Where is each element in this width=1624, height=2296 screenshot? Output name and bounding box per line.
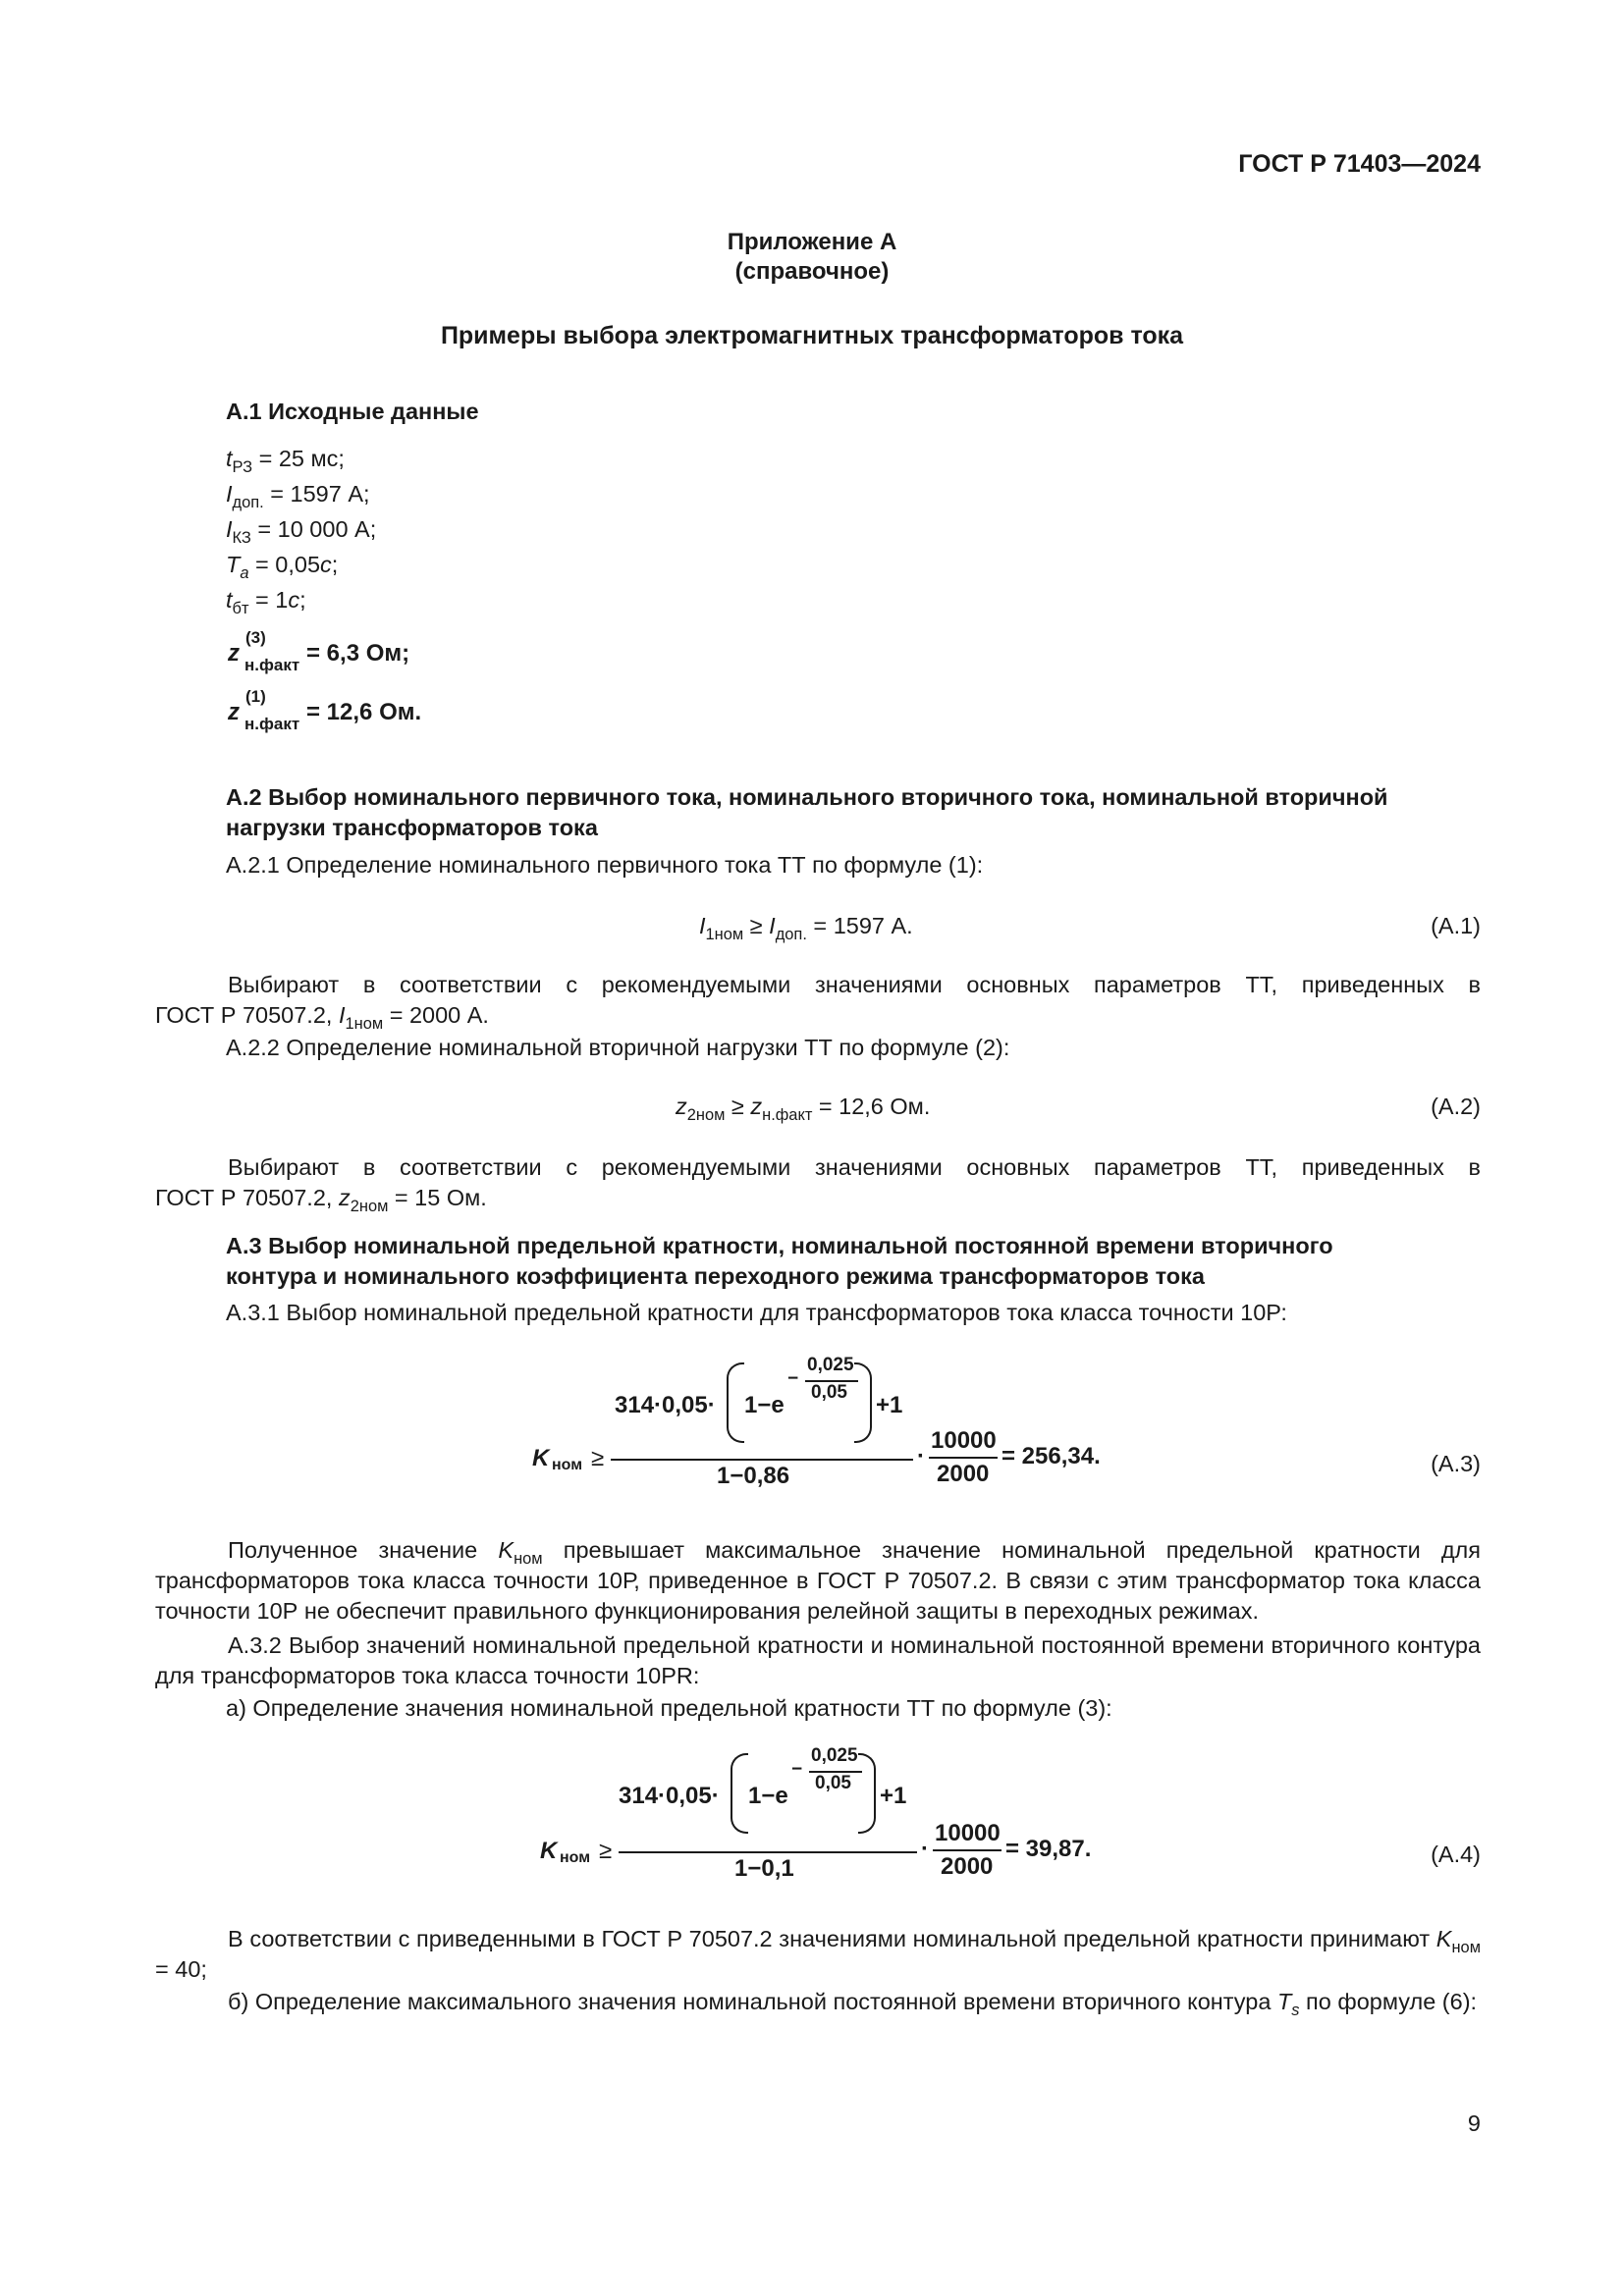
- section-a2-2-text: А.2.2 Определение номинальной вторичной нагрузки ТТ по формуле (2):: [226, 1035, 1010, 1060]
- section-a3-1-text: А.3.1 Выбор номинальной предельной кратности для трансформаторов тока класса точности 10Р:: [226, 1300, 1287, 1325]
- section-a3-2-b-text: б) Определение максимального значения номинальной постоянной времени вторичного контура $T_s$ по формуле (6):: [228, 1989, 1478, 2019]
- input-item-t-a: $T_a = 0,05c$;: [226, 552, 339, 582]
- document-number: ГОСТ Р 71403—2024: [1238, 150, 1481, 178]
- page-number: 9: [1467, 2110, 1481, 2136]
- section-a3-accept-text: В соответствии с приведенными в ГОСТ Р 70507.2 значениями номинальной предельной кратности принимают $K_{ном} = 40$;: [155, 1926, 1481, 1982]
- equation-a4: K ном ≥ 314·0,05· 1−e − 0,025 0,05 +1 1−0,1 · 10000 2000 = 39,87.: [540, 1745, 1092, 1882]
- appendix-subtitle: (справочное): [734, 258, 890, 285]
- appendix-title: Приложение А: [727, 229, 897, 255]
- input-item-t-rz: $t_{РЗ} = 25$ мс;: [226, 446, 345, 476]
- equation-number-a3: (A.3): [1431, 1451, 1481, 1476]
- equation-a3: K ном ≥ 314·0,05· 1−e − 0,025 0,05 +1 1−0,86 · 10000 2000 = 256,34.: [532, 1355, 1101, 1489]
- section-a3-2-a-text: а) Определение значения номинальной предельной кратности ТТ по формуле (3):: [226, 1695, 1112, 1721]
- input-item-i-kz: $I_{КЗ} = 10$ 000 А;: [226, 516, 377, 547]
- input-item-i-dop: $I_{доп.} = 1597$ А;: [226, 481, 370, 511]
- appendix-heading: Примеры выбора электромагнитных трансформаторов тока: [440, 322, 1184, 349]
- equation-a1: $I_{1ном} \ge I_{доп.} = 1597$ А.: [699, 913, 913, 943]
- section-a2-title-line1: А.2 Выбор номинального первичного тока, номинального вторичного тока, номинальной вторичной: [226, 784, 1388, 810]
- section-a2-choice-2: Выбирают в соответствии с рекомендуемыми значениями основных параметров ТТ, приведенных в ГОСТ Р 70507.2, $z_{2ном} = 15$ Ом.: [155, 1154, 1481, 1215]
- section-a3-2-text: А.3.2 Выбор значений номинальной предельной кратности и номинальной постоянной времени вторичного контура для трансформаторов тока класса точности 10PR:: [155, 1632, 1481, 1688]
- section-a3-result-text: Полученное значение $K_{ном}$ превышает максимальное значение номинальной предельной кратности для трансформаторов тока класса точности 10Р, приведенное в ГОСТ Р 70507.2. В связи с этим трансформатор тока класса точности 10Р не обеспечит правильного функционирования релейной защиты в переходных режимах.: [155, 1537, 1481, 1624]
- equation-number-a4: (A.4): [1431, 1842, 1481, 1867]
- section-a2-choice-1: Выбирают в соответствии с рекомендуемыми значениями основных параметров ТТ, приведенных в ГОСТ Р 70507.2, $I_{1ном} = 2000$ А.: [155, 972, 1481, 1033]
- section-a2-1-text: А.2.1 Определение номинального первичного тока ТТ по формуле (1):: [226, 852, 984, 878]
- section-a1-title: А.1 Исходные данные: [226, 399, 479, 424]
- section-a3-title-line2: контура и номинального коэффициента переходного режима трансформаторов тока: [226, 1263, 1205, 1289]
- equation-a2: $z_{2ном} \ge z_{н.факт} = 12,6$ Ом.: [676, 1094, 931, 1124]
- input-item-t-bt: $t_{бт} = 1c$;: [226, 587, 306, 617]
- equation-number-a1: (A.1): [1431, 913, 1481, 938]
- equation-number-a2: (A.2): [1431, 1094, 1481, 1119]
- section-a3-title-line1: А.3 Выбор номинальной предельной кратности, номинальной постоянной времени вторичного: [226, 1233, 1333, 1258]
- section-a2-title-line2: нагрузки трансформаторов тока: [226, 815, 598, 840]
